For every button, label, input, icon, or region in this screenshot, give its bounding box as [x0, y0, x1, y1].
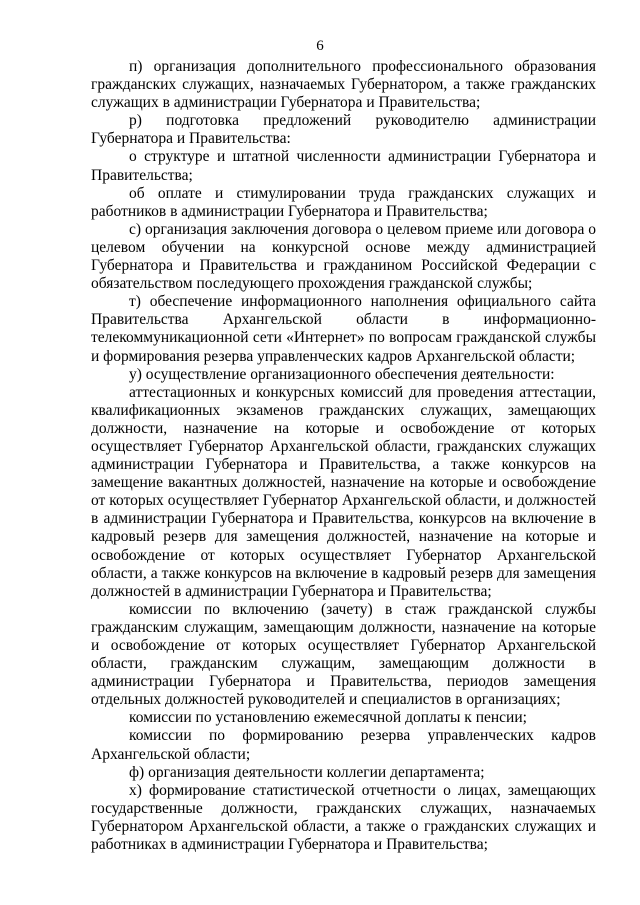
paragraph-u-reserve: комиссии по формированию резерва управленческих кадров Архангельской области; — [91, 727, 596, 763]
paragraph-u: у) осуществление организационного обеспечения деятельности: — [129, 365, 555, 383]
paragraph-r-structure: о структуре и штатной численности администрации Губернатора и Правительства; — [91, 148, 596, 184]
document-body — [91, 58, 596, 854]
paragraph-u-seniority: комиссии по включению (зачету) в стаж гражданской службы гражданским служащим, замещающим должности, назначение на которые и освобождение от которых осуществляет Губернатор Архангельской области, гражданским служащим, замещающим должности в администрации Губернатора и Правительства, периодов замещения отдельных должностей руководителей и специалистов в организациях; — [91, 600, 596, 709]
paragraph-u-attestation: аттестационных и конкурсных комиссий для проведения аттестации, квалификационных экзаменов гражданских служащих, замещающих должности, назначение на которые и освобождение от которых осуществляет Губернатор Архангельской области, гражданских служащих администрации Губернатора и Правительства, а также конкурсов на замещение вакантных должностей, назначение на которые и освобождение от которых осуществляет Губернатор Архангельской области, и должностей в администрации Губернатора и Правительства, конкурсов на включение в кадровый резерв для замещения должностей, назначение на которые и освобождение от которых осуществляет Губернатор Архангельской области, а также конкурсов на включение в кадровый резерв для замещения должностей в администрации Губернатора и Правительства; — [91, 383, 596, 600]
paragraph-t: т) обеспечение информационного наполнения официального сайта Правительства Архангельской области в информационно-телекоммуникационной сети «Интернет» по вопросам гражданской службы и формирования резерва управленческих кадров Архангельской области; — [91, 293, 596, 365]
paragraph-p: п) организация дополнительного профессионального образования гражданских служащих, назначаемых Губернатором, а также гражданских служащих в администрации Губернатора и Правительства; — [91, 58, 596, 112]
paragraph-r-payment: об оплате и стимулировании труда гражданских служащих и работников в администрации Губернатора и Правительства; — [91, 184, 596, 220]
paragraph-r: р) подготовка предложений руководителю администрации Губернатора и Правительства: — [91, 112, 596, 148]
paragraph-s: с) организация заключения договора о целевом приеме или договора о целевом обучении на конкурсной основе между администрацией Губернатора и Правительства и гражданином Российской Федерации с обязательством последующего прохождения гражданской службы; — [91, 220, 596, 293]
page-number: 6 — [316, 38, 324, 54]
paragraph-f: ф) организация деятельности коллегии департамента; — [129, 763, 485, 781]
paragraph-kh: х) формирование статистической отчетности о лицах, замещающих государственные должности, гражданских служащих, назначаемых Губернатором Архангельской области, а также о гражданских служащих и работниках в администрации Губернатора и Правительства; — [91, 781, 596, 854]
paragraph-u-pension: комиссии по установлению ежемесячной доплаты к пенсии; — [129, 709, 527, 727]
